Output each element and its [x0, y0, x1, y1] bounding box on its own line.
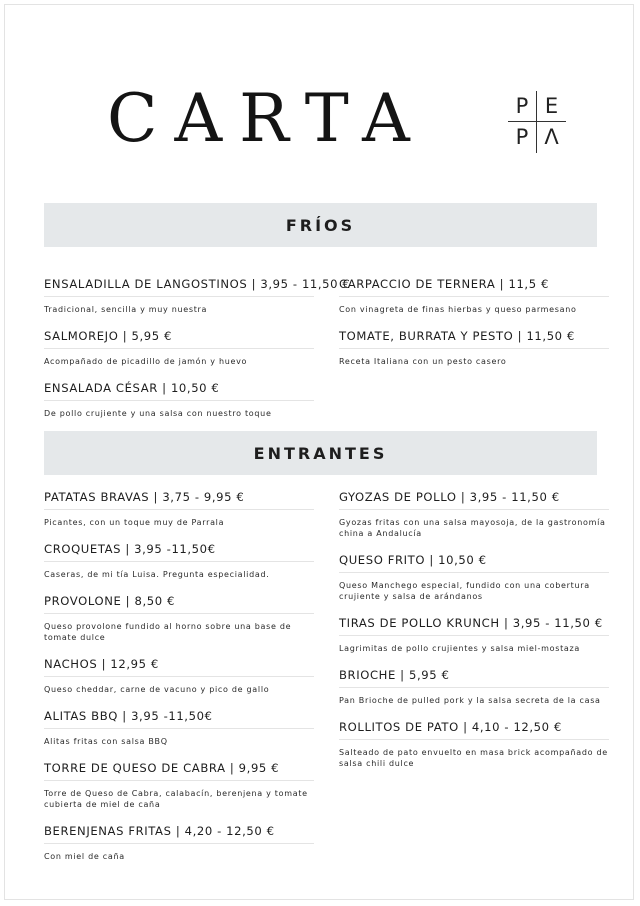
menu-item: [44, 542, 314, 580]
menu-item: [44, 761, 314, 810]
dish-name-price: GYOZAS DE POLLO | 3,95 - 11,50 €: [339, 490, 609, 510]
logo-letter: P: [508, 91, 537, 122]
dish-name-price: SALMOREJO | 5,95 €: [44, 329, 314, 349]
frios-right-column: [339, 277, 609, 381]
dish-name-price: ROLLITOS DE PATO | 4,10 - 12,50 €: [339, 720, 609, 740]
dish-description: Con vinagreta de finas hierbas y queso parmesano: [339, 305, 577, 314]
dish-name-price: BRIOCHE | 5,95 €: [339, 668, 609, 688]
frios-left-column: [44, 277, 351, 433]
dish-name-price: BERENJENAS FRITAS | 4,20 - 12,50 €: [44, 824, 314, 844]
dish-name-price: QUESO FRITO | 10,50 €: [339, 553, 609, 573]
dish-name-price: TIRAS DE POLLO KRUNCH | 3,95 - 11,50 €: [339, 616, 609, 636]
menu-item: [339, 668, 609, 706]
dish-description: Con miel de caña: [44, 852, 125, 861]
dish-description: Caseras, de mi tía Luisa. Pregunta especialidad.: [44, 570, 270, 579]
dish-name-price: ALITAS BBQ | 3,95 -11,50€: [44, 709, 314, 729]
logo-letter: Λ: [544, 125, 559, 149]
dish-description: Picantes, con un toque muy de Parrala: [44, 518, 225, 527]
dish-description: Acompañado de picadillo de jamón y huevo: [44, 357, 248, 366]
pepa-logo: [508, 91, 566, 153]
dish-description: Queso provolone fundido al horno sobre una base de tomate dulce: [44, 622, 292, 642]
logo-letter: E: [537, 91, 566, 122]
dish-description: Lagrimitas de pollo crujientes y salsa miel-mostaza: [339, 644, 581, 653]
dish-name-price: ENSALADA CÉSAR | 10,50 €: [44, 381, 314, 401]
menu-item: [339, 329, 609, 367]
entrantes-right-column: [339, 490, 609, 783]
section-title: FRÍOS: [285, 215, 356, 235]
menu-item: [339, 490, 609, 539]
dish-name-price: TOMATE, BURRATA Y PESTO | 11,50 €: [339, 329, 609, 349]
menu-item: [44, 594, 314, 643]
dish-name-price: TORRE DE QUESO DE CABRA | 9,95 €: [44, 761, 314, 781]
dish-name-price: PATATAS BRAVAS | 3,75 - 9,95 €: [44, 490, 314, 510]
dish-description: Queso cheddar, carne de vacuno y pico de gallo: [44, 685, 270, 694]
menu-item: [44, 490, 314, 528]
section-heading-entrantes: [44, 431, 597, 475]
menu-item: [339, 277, 609, 315]
dish-description: Queso Manchego especial, fundido con una cobertura crujiente y salsa de arándanos: [339, 581, 590, 601]
dish-description: Gyozas fritas con una salsa mayosoja, de la gastronomía china a Andalucía: [339, 518, 606, 538]
dish-description: De pollo crujiente y una salsa con nuestro toque: [44, 409, 272, 418]
dish-name-price: PROVOLONE | 8,50 €: [44, 594, 314, 614]
menu-item: [44, 709, 314, 747]
dish-name-price: NACHOS | 12,95 €: [44, 657, 314, 677]
dish-description: Torre de Queso de Cabra, calabacín, berenjena y tomate cubierta de miel de caña: [44, 789, 308, 809]
dish-description: Tradicional, sencilla y muy nuestra: [44, 305, 208, 314]
menu-item: [44, 329, 314, 367]
menu-title: CARTA: [107, 80, 427, 157]
menu-item: [339, 720, 609, 769]
section-title: ENTRANTES: [253, 443, 388, 463]
menu-item: [339, 616, 609, 654]
section-heading-frios: [44, 203, 597, 247]
dish-description: Alitas fritas con salsa BBQ: [44, 737, 168, 746]
menu-item: [44, 657, 314, 695]
entrantes-left-column: [44, 490, 314, 876]
dish-description: Receta Italiana con un pesto casero: [339, 357, 507, 366]
menu-item: [44, 824, 314, 862]
dish-description: Salteado de pato envuelto en masa brick acompañado de salsa chili dulce: [339, 748, 608, 768]
menu-item: [44, 277, 351, 315]
dish-name-price: CARPACCIO DE TERNERA | 11,5 €: [339, 277, 609, 297]
logo-letter: P: [508, 122, 537, 153]
menu-item: [44, 381, 314, 419]
menu-item: [339, 553, 609, 602]
dish-name-price: ENSALADILLA DE LANGOSTINOS | 3,95 - 11,50 €: [44, 277, 314, 297]
dish-name-price: CROQUETAS | 3,95 -11,50€: [44, 542, 314, 562]
dish-description: Pan Brioche de pulled pork y la salsa secreta de la casa: [339, 696, 601, 705]
